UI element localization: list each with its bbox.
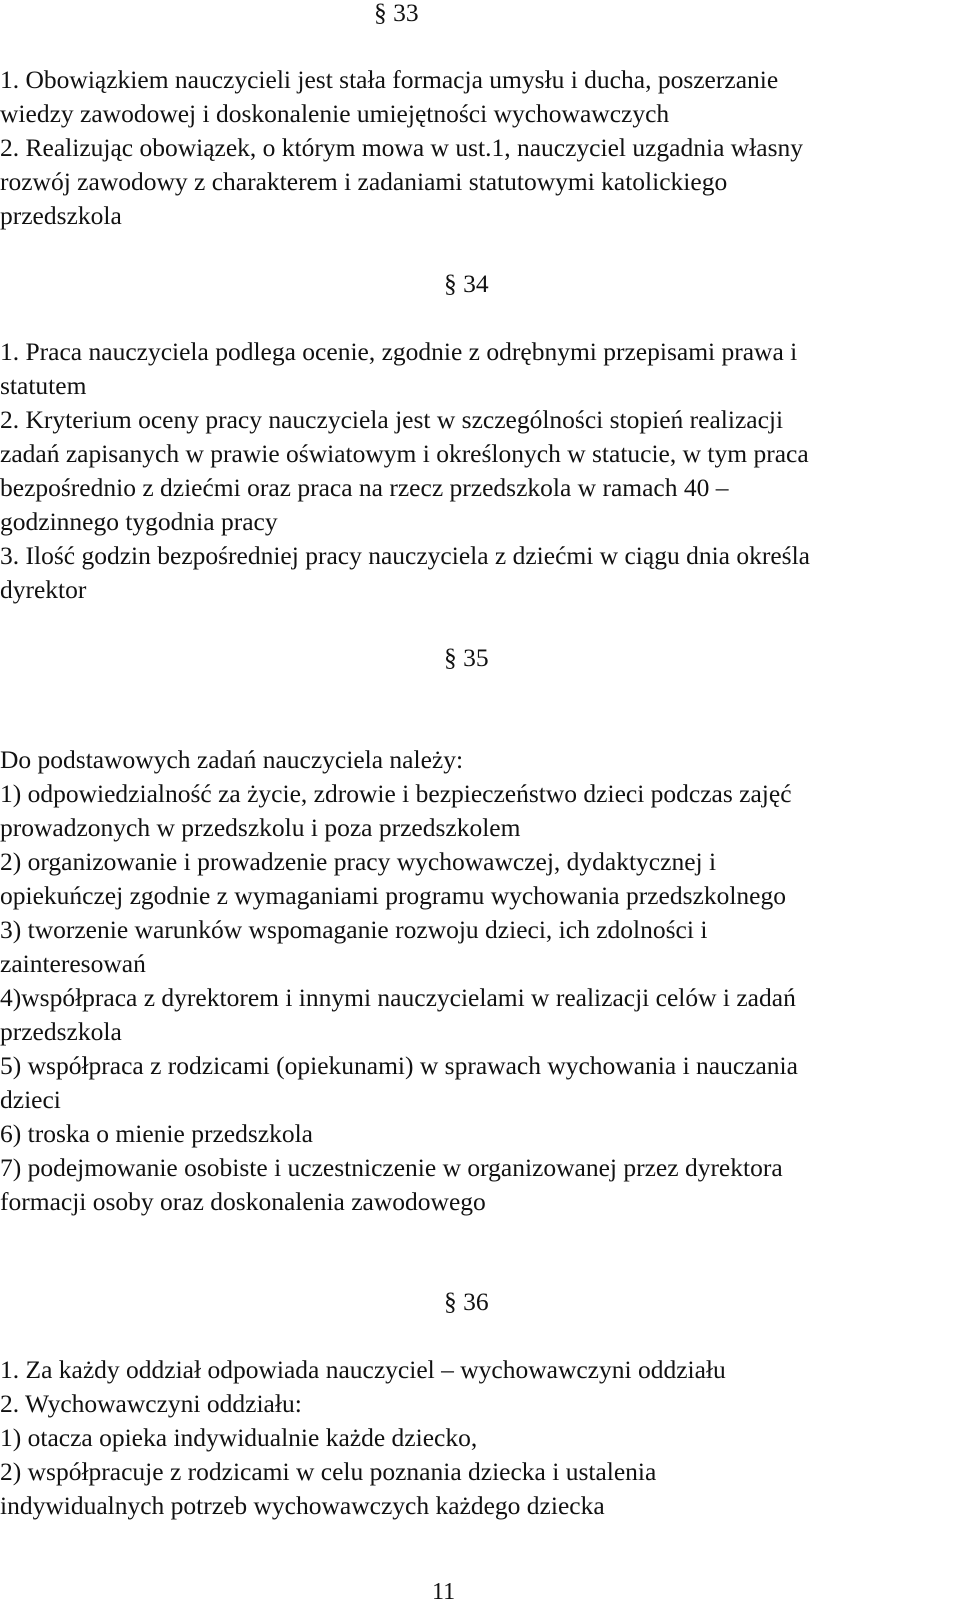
- paragraph-line: 2. Kryterium oceny pracy nauczyciela jest w szczególności stopień realizacji: [0, 405, 784, 434]
- section-heading: § 33: [374, 0, 419, 27]
- paragraph-line: 2) współpracuje z rodzicami w celu poznania dziecka i ustalenia: [0, 1457, 657, 1486]
- paragraph-line: 1) otacza opieka indywidualnie każde dziecko,: [0, 1423, 478, 1452]
- paragraph-line: indywidualnych potrzeb wychowawczych każdego dziecka: [0, 1491, 605, 1520]
- paragraph-line: przedszkola: [0, 1017, 122, 1046]
- paragraph-line: 6) troska o mienie przedszkola: [0, 1119, 313, 1148]
- paragraph-line: 4)współpraca z dyrektorem i innymi nauczycielami w realizacji celów i zadań: [0, 983, 796, 1012]
- paragraph-line: formacji osoby oraz doskonalenia zawodowego: [0, 1187, 486, 1216]
- paragraph-line: statutem: [0, 371, 87, 400]
- paragraph-line: prowadzonych w przedszkolu i poza przedszkolem: [0, 813, 521, 842]
- paragraph-line: 1) odpowiedzialność za życie, zdrowie i bezpieczeństwo dzieci podczas zajęć: [0, 779, 792, 808]
- paragraph-line: 3) tworzenie warunków wspomaganie rozwoju dzieci, ich zdolności i: [0, 915, 708, 944]
- paragraph-line: wiedzy zawodowej i doskonalenie umiejętności wychowawczych: [0, 99, 670, 128]
- page-number: 11: [432, 1579, 456, 1605]
- paragraph-line: rozwój zawodowy z charakterem i zadaniami statutowymi katolickiego: [0, 167, 728, 196]
- section-heading: § 34: [444, 269, 489, 298]
- section-heading: § 36: [444, 1287, 489, 1316]
- paragraph-line: dyrektor: [0, 575, 87, 604]
- paragraph-line: Do podstawowych zadań nauczyciela należy:: [0, 745, 464, 774]
- paragraph-line: zainteresowań: [0, 949, 146, 978]
- paragraph-line: 7) podejmowanie osobiste i uczestniczenie w organizowanej przez dyrektora: [0, 1153, 783, 1182]
- paragraph-line: 5) współpraca z rodzicami (opiekunami) w sprawach wychowania i nauczania: [0, 1051, 798, 1080]
- paragraph-line: 1. Praca nauczyciela podlega ocenie, zgodnie z odrębnymi przepisami prawa i: [0, 337, 798, 366]
- paragraph-line: godzinnego tygodnia pracy: [0, 507, 278, 536]
- paragraph-line: przedszkola: [0, 201, 122, 230]
- paragraph-line: 1. Za każdy oddział odpowiada nauczyciel – wychowawczyni oddziału: [0, 1355, 726, 1384]
- paragraph-line: opiekuńczej zgodnie z wymaganiami programu wychowania przedszkolnego: [0, 881, 786, 910]
- paragraph-line: 3. Ilość godzin bezpośredniej pracy nauczyciela z dziećmi w ciągu dnia określa: [0, 541, 810, 570]
- paragraph-line: dzieci: [0, 1085, 61, 1114]
- paragraph-line: 2) organizowanie i prowadzenie pracy wychowawczej, dydaktycznej i: [0, 847, 717, 876]
- paragraph-line: 2. Realizując obowiązek, o którym mowa w ust.1, nauczyciel uzgadnia własny: [0, 133, 804, 162]
- paragraph-line: 1. Obowiązkiem nauczycieli jest stała formacja umysłu i ducha, poszerzanie: [0, 65, 779, 94]
- paragraph-line: zadań zapisanych w prawie oświatowym i określonych w statucie, w tym praca: [0, 439, 809, 468]
- paragraph-line: bezpośrednio z dziećmi oraz praca na rzecz przedszkola w ramach 40 –: [0, 473, 729, 502]
- section-heading: § 35: [444, 643, 489, 672]
- paragraph-line: 2. Wychowawczyni oddziału:: [0, 1389, 302, 1418]
